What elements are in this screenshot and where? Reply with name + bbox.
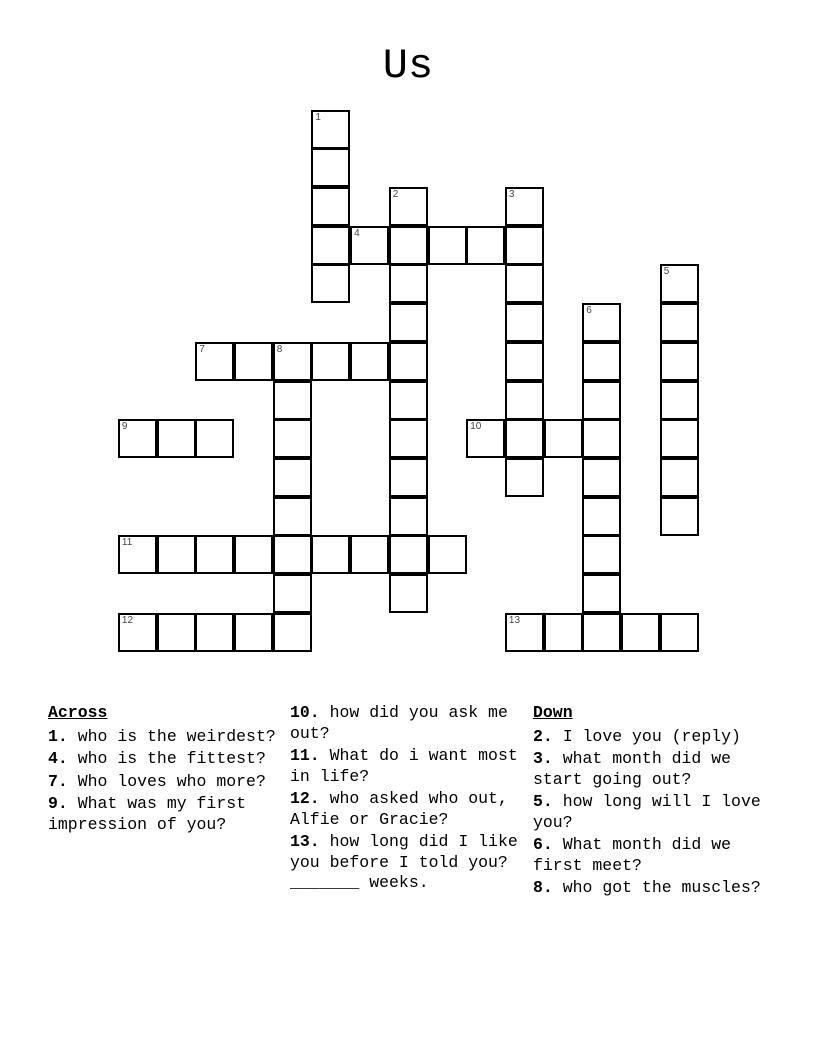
grid-cell[interactable] (544, 613, 583, 652)
grid-cell[interactable] (389, 264, 428, 303)
clue-item-number: 2. (533, 726, 553, 746)
clue-item (290, 746, 525, 787)
clue-item-text: Who loves who more? (67, 771, 266, 791)
grid-cell[interactable] (195, 613, 234, 652)
clue-number: 13 (508, 614, 521, 626)
grid-cell[interactable] (311, 535, 350, 574)
grid-cell[interactable] (660, 342, 699, 381)
grid-cell[interactable] (273, 458, 312, 497)
grid-cell[interactable] (660, 613, 699, 652)
clue-number: 8 (276, 343, 283, 355)
clue-item-text: What was my first impression of you? (48, 794, 247, 834)
grid-cell[interactable] (234, 342, 273, 381)
grid-cell[interactable] (195, 535, 234, 574)
clue-item-text: who is the fittest? (67, 749, 266, 768)
grid-cell[interactable] (389, 381, 428, 420)
grid-cell[interactable] (505, 264, 544, 303)
clue-item-text: how did you ask me out? (290, 703, 508, 743)
across-clues-continued (290, 703, 525, 896)
across-heading: Across (48, 703, 108, 722)
clue-item (533, 749, 773, 790)
grid-cell[interactable] (157, 419, 196, 458)
clue-item-text: who is the weirdest? (67, 726, 276, 746)
grid-cell[interactable] (505, 187, 544, 226)
grid-cell[interactable] (389, 535, 428, 574)
grid-cell[interactable] (311, 148, 350, 187)
clue-number: 3 (508, 189, 515, 200)
grid-cell[interactable] (273, 535, 312, 574)
grid-cell[interactable] (157, 613, 196, 652)
grid-cell[interactable] (311, 187, 350, 226)
clue-item-text: how long did I like you before I told you? _______ weeks. (290, 832, 518, 892)
grid-cell[interactable] (466, 226, 505, 265)
grid-cell[interactable] (389, 342, 428, 381)
clue-item-number: 1. (48, 726, 68, 746)
grid-cell[interactable] (582, 497, 621, 536)
clue-number: 9 (121, 421, 128, 433)
down-clues (533, 703, 773, 901)
grid-cell[interactable] (273, 613, 312, 652)
grid-cell[interactable] (582, 303, 621, 342)
clue-number: 5 (663, 266, 670, 278)
clue-item (533, 727, 773, 748)
clue-number: 2 (392, 189, 399, 200)
clue-item-text: what month did we start going out? (533, 749, 732, 789)
down-heading: Down (533, 703, 573, 722)
clue-number: 11 (121, 537, 133, 549)
puzzle-title: Us (382, 42, 434, 90)
grid-cell[interactable] (505, 303, 544, 342)
grid-cell[interactable] (660, 303, 699, 342)
grid-cell[interactable] (389, 458, 428, 497)
grid-cell[interactable] (505, 419, 544, 458)
clue-item-number: 9. (48, 794, 68, 813)
clue-item (48, 727, 288, 748)
grid-cell[interactable] (505, 226, 544, 265)
grid-cell[interactable] (505, 342, 544, 381)
clue-item (290, 789, 525, 830)
clue-item-text: What do i want most in life? (290, 746, 518, 786)
clue-number: 10 (470, 421, 482, 433)
grid-cell[interactable] (505, 458, 544, 497)
clue-item (533, 878, 773, 899)
grid-cell[interactable] (234, 613, 273, 652)
grid-cell[interactable] (157, 535, 196, 574)
grid-cell[interactable] (582, 381, 621, 420)
grid-cell[interactable] (660, 381, 699, 420)
grid-cell[interactable] (389, 226, 428, 265)
grid-cell[interactable] (389, 497, 428, 536)
clue-item (533, 792, 773, 833)
grid-cell[interactable] (118, 419, 157, 458)
grid-cell[interactable] (582, 613, 621, 652)
grid-cell[interactable] (234, 535, 273, 574)
clue-item-number: 13. (290, 832, 320, 851)
grid-cell[interactable] (660, 419, 699, 458)
grid-cell[interactable] (118, 613, 157, 652)
grid-cell[interactable] (582, 458, 621, 497)
grid-cell[interactable] (273, 497, 312, 536)
grid-cell[interactable] (389, 187, 428, 226)
clue-item-text: how long will I love you? (533, 792, 761, 832)
grid-cell[interactable] (273, 342, 312, 381)
clue-item-text: who got the muscles? (552, 878, 761, 897)
clue-item-number: 10. (290, 703, 320, 722)
clue-number: 1 (315, 111, 321, 123)
clue-number: 12 (121, 614, 134, 626)
grid-cell[interactable] (118, 535, 157, 574)
grid-cell[interactable] (273, 419, 312, 458)
grid-cell[interactable] (389, 574, 428, 613)
grid-cell[interactable] (660, 264, 699, 303)
clue-number: 7 (199, 343, 205, 355)
clue-item-number: 3. (533, 749, 553, 768)
grid-cell[interactable] (621, 613, 660, 652)
clue-item-text: What month did we first meet? (533, 835, 732, 875)
clue-item (48, 794, 288, 835)
grid-cell[interactable] (466, 419, 505, 458)
clue-item (48, 749, 288, 770)
clue-item-number: 6. (533, 835, 553, 854)
grid-cell[interactable] (273, 381, 312, 420)
clue-item-text: who asked who out, Alfie or Gracie? (290, 789, 508, 829)
grid-cell[interactable] (350, 342, 389, 381)
grid-cell[interactable] (582, 342, 621, 381)
grid-cell[interactable] (428, 226, 467, 265)
across-clues (48, 703, 288, 837)
grid-cell[interactable] (544, 419, 583, 458)
grid-cell[interactable] (311, 226, 350, 265)
grid-cell[interactable] (311, 110, 350, 149)
grid-cell[interactable] (582, 419, 621, 458)
grid-cell[interactable] (389, 419, 428, 458)
grid-cell[interactable] (582, 535, 621, 574)
clue-item-text: I love you (reply) (552, 726, 741, 746)
clue-number: 4 (354, 227, 360, 239)
grid-cell[interactable] (505, 381, 544, 420)
clue-item (48, 772, 288, 793)
clue-item (533, 835, 773, 876)
clue-item-number: 8. (533, 878, 553, 897)
grid-cell[interactable] (350, 226, 389, 265)
grid-cell[interactable] (505, 613, 544, 652)
grid-cell[interactable] (389, 303, 428, 342)
clue-item-number: 5. (533, 792, 553, 811)
grid-cell[interactable] (582, 574, 621, 613)
grid-cell[interactable] (350, 535, 389, 574)
clue-number: 6 (586, 305, 592, 317)
grid-cell[interactable] (660, 497, 699, 536)
clue-item-number: 7. (48, 771, 68, 791)
grid-cell[interactable] (428, 535, 467, 574)
grid-cell[interactable] (195, 419, 234, 458)
grid-cell[interactable] (660, 458, 699, 497)
grid-cell[interactable] (195, 342, 234, 381)
clue-item-number: 4. (48, 749, 68, 768)
grid-cell[interactable] (311, 264, 350, 303)
clue-item (290, 832, 525, 894)
grid-cell[interactable] (311, 342, 350, 381)
clue-item-number: 11. (290, 746, 320, 765)
clue-item-number: 12. (290, 789, 320, 808)
clue-item (290, 703, 525, 744)
grid-cell[interactable] (273, 574, 312, 613)
